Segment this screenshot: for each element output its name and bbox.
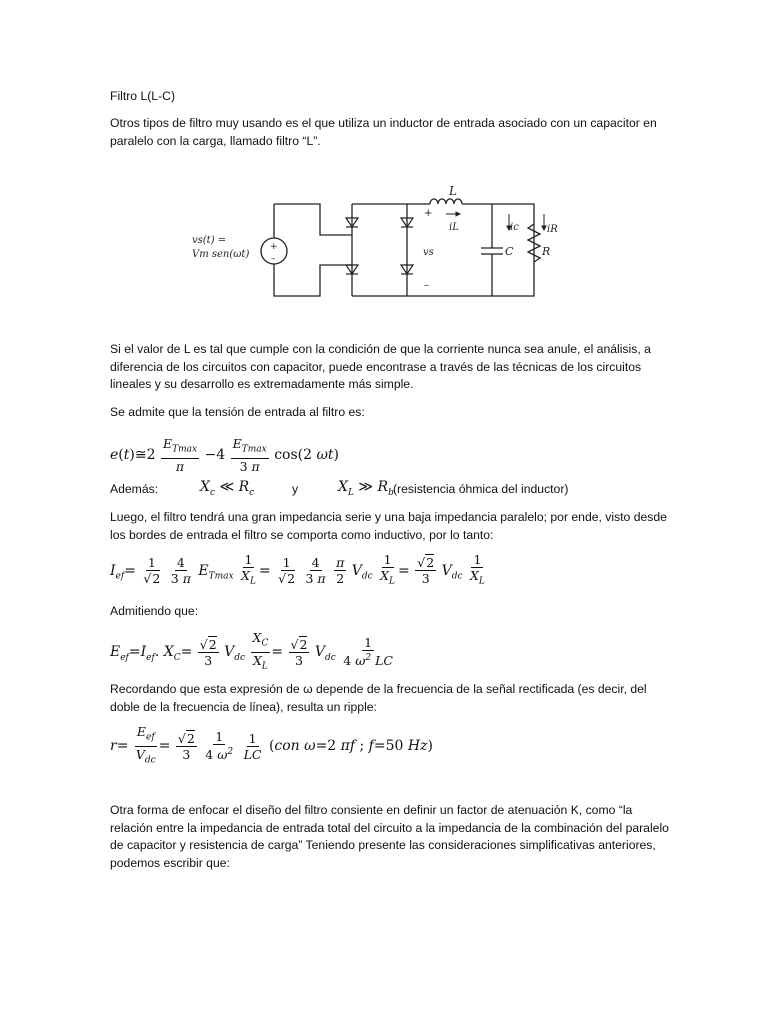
svg-text:–: – [271, 254, 276, 264]
paragraph-impedance: Luego, el filtro tendrá una gran impedancia serie y una baja impedancia paralelo; por ende, visto desde los bordes de entrada el filtro se comporta como inductivo, por lo tanto: [110, 510, 667, 542]
equation-eef: $E_{ef}=I_{ef}$. $X_C=$ $\frac{√2}{3}$ $V_{dc}$ $\frac{X_C}{X_L}$ = $\frac{√2}{3}$ $V_{dc}$ $\frac{1}{4 \omega^2 LC}$ [110, 630, 393, 671]
resistor-label: R [542, 245, 551, 258]
equation-ief: $I_{ef}=$ $\frac{1}{√2}$ $\frac{4}{3 \pi}$ $E_{Tmax}$ $\frac{1}{X_L}$ = $\frac{1}{√2}$ $\frac{4}{3 \pi}$ $\frac{\pi}{2}$ $V_{dc}$ $\frac{1}{X_L}$ = $\frac{√2}{3}$ $V_{dc}$ $\frac{1}{X_L}$ [110, 552, 485, 587]
source-label-1: vs(t) = [192, 235, 227, 246]
equation-input-voltage: e(t)≅2 $\frac{E_{Tmax}}{\pi}$ −4 $\frac{E_{Tmax}}{3 \pi}$ cos(2 ωt) [110, 436, 339, 474]
filter-circuit-diagram [192, 180, 562, 302]
ademas-label: Además: [110, 482, 159, 496]
vs-label: vs [423, 247, 434, 258]
paragraph-attenuation: Otra forma de enfocar el diseño del filtro consiente en definir un factor de atenuación K, como “la relación entre la impedancia de entrada total del circuito a la impedancia de la combinación del paralelo de capacitor y resistencia de carga” Teniendo presente las consideraciones simplificativas anteriores, podemos escribir que: [110, 803, 669, 870]
equation-ripple: r= $\frac{E_{ef}}{V_{dc}}$ = $\frac{√2}{3}$ $\frac{1}{4 \omega^2}$ $\frac{1}{LC}$ (con ω=2 πf ; f=50 Hz) [110, 724, 433, 765]
source-label-2: Vm sen(ωt) [192, 249, 250, 260]
ademas-and: y [292, 482, 299, 496]
ic-label: ic [510, 222, 519, 233]
ademas-note: (resistencia óhmica del inductor) [393, 482, 569, 496]
paragraph-admitting: Admitiendo que: [110, 604, 199, 618]
svg-text:+: + [270, 242, 278, 252]
il-label: iL [449, 222, 459, 233]
equation-xl-rb: $X_L$ ≫ $R_b$ [338, 479, 394, 498]
section-title: Filtro L(L-C) [110, 89, 176, 103]
paragraph-analysis: Si el valor de L es tal que cumple con la condición de que la corriente nunca sea anule, el análisis, a diferencia de los circuitos con capacitor, puede encontrase a través de las técnicas de los circuitos lineales y su desarrollo es extremadamente más simple. [110, 342, 651, 391]
paragraph-intro: Otros tipos de filtro muy usando es el que utiliza un inductor de entrada asociado con un capacitor en paralelo con la carga, llamado filtro “L”. [110, 116, 657, 148]
equation-xc-rc: $X_c$ ≪ $R_c$ [200, 479, 255, 498]
ir-label: iR [547, 224, 558, 235]
capacitor-label: C [505, 245, 514, 258]
paragraph-ripple: Recordando que esta expresión de ω depende de la frecuencia de la señal rectificada (es decir, del doble de la frecuencia de línea), resulta un ripple: [110, 682, 647, 714]
paragraph-input-voltage: Se admite que la tensión de entrada al filtro es: [110, 405, 365, 419]
inductor-coil [430, 199, 462, 204]
plus-label: + [424, 208, 433, 219]
minus-label: – [424, 280, 429, 291]
inductor-label: L [449, 184, 457, 198]
